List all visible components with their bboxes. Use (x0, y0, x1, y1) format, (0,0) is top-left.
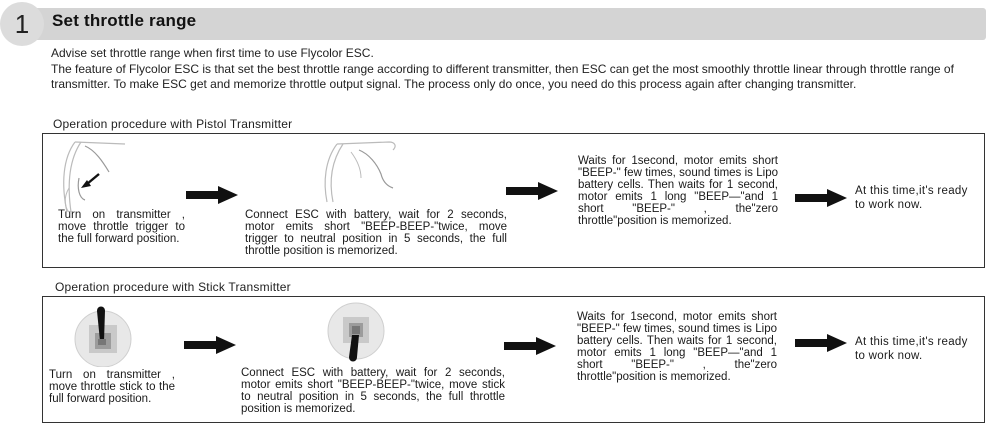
pistol-step-4-text: At this time,it's ready to work now. (855, 185, 968, 211)
stick-procedure-label: Operation procedure with Stick Transmitter (55, 280, 291, 294)
step-number-badge: 1 (0, 2, 44, 46)
pistol-procedure-label: Operation procedure with Pistol Transmitter (53, 117, 293, 131)
pistol-trigger-neutral-icon (315, 138, 405, 208)
pistol-procedure-panel (42, 133, 985, 268)
pistol-trigger-full-icon (55, 138, 135, 216)
right-arrow-icon (795, 334, 847, 352)
intro-line-1: Advise set throttle range when first time to use Flycolor ESC. (51, 46, 374, 60)
right-arrow-icon (186, 186, 238, 204)
pistol-step-3-text: Waits for 1second, motor emits short "BEEP-" few times, sound times is Lipo battery cells. Then waits for 1 second, motor emits 1 long "BEEP—"and 1 short "BEEP-" , the"zero throttle"position is memorized. (578, 155, 778, 227)
pistol-step-1-text: Turn on transmitter , move throttle trigger to the full forward position. (58, 209, 185, 245)
stick-step-2-text: Connect ESC with battery, wait for 2 seconds, motor emits short "BEEP-BEEP-"twice, move stick to neutral position in 5 seconds, the full throttle position is memorized. (241, 367, 505, 415)
right-arrow-icon (504, 337, 556, 355)
stick-step-4-text: At this time,it's ready to work now. (855, 336, 968, 362)
right-arrow-icon (184, 336, 236, 354)
pistol-step-2-text: Connect ESC with battery, wait for 2 seconds, motor emits short "BEEP-BEEP-"twice, move trigger to neutral position in 5 seconds, the full throttle position is memorized. (245, 209, 507, 257)
stick-step-3-text: Waits for 1second, motor emits short "BEEP-" few times, sound times is Lipo battery cells. Then waits for 1 second, motor emits 1 long "BEEP—"and 1 short "BEEP-" , the"zero throttle"position is memorized. (577, 311, 777, 383)
intro-paragraph: The feature of Flycolor ESC is that set the best throttle range according to different transmitter, then ESC can get the most smoothly throttle linear through throttle range of transmitter. To make ESC get and memorize throttle output signal. The process only do once, you need do this process again after changing transmitter. (51, 61, 954, 91)
section-title: Set throttle range (52, 11, 197, 30)
stick-procedure-panel (42, 296, 985, 423)
right-arrow-icon (506, 182, 558, 200)
stick-full-forward-icon (67, 301, 137, 367)
stick-step-1-text: Turn on transmitter , move throttle stick to the full forward position. (49, 369, 175, 405)
intro-text (51, 46, 981, 93)
right-arrow-icon (795, 189, 847, 207)
stick-neutral-icon (323, 301, 389, 367)
